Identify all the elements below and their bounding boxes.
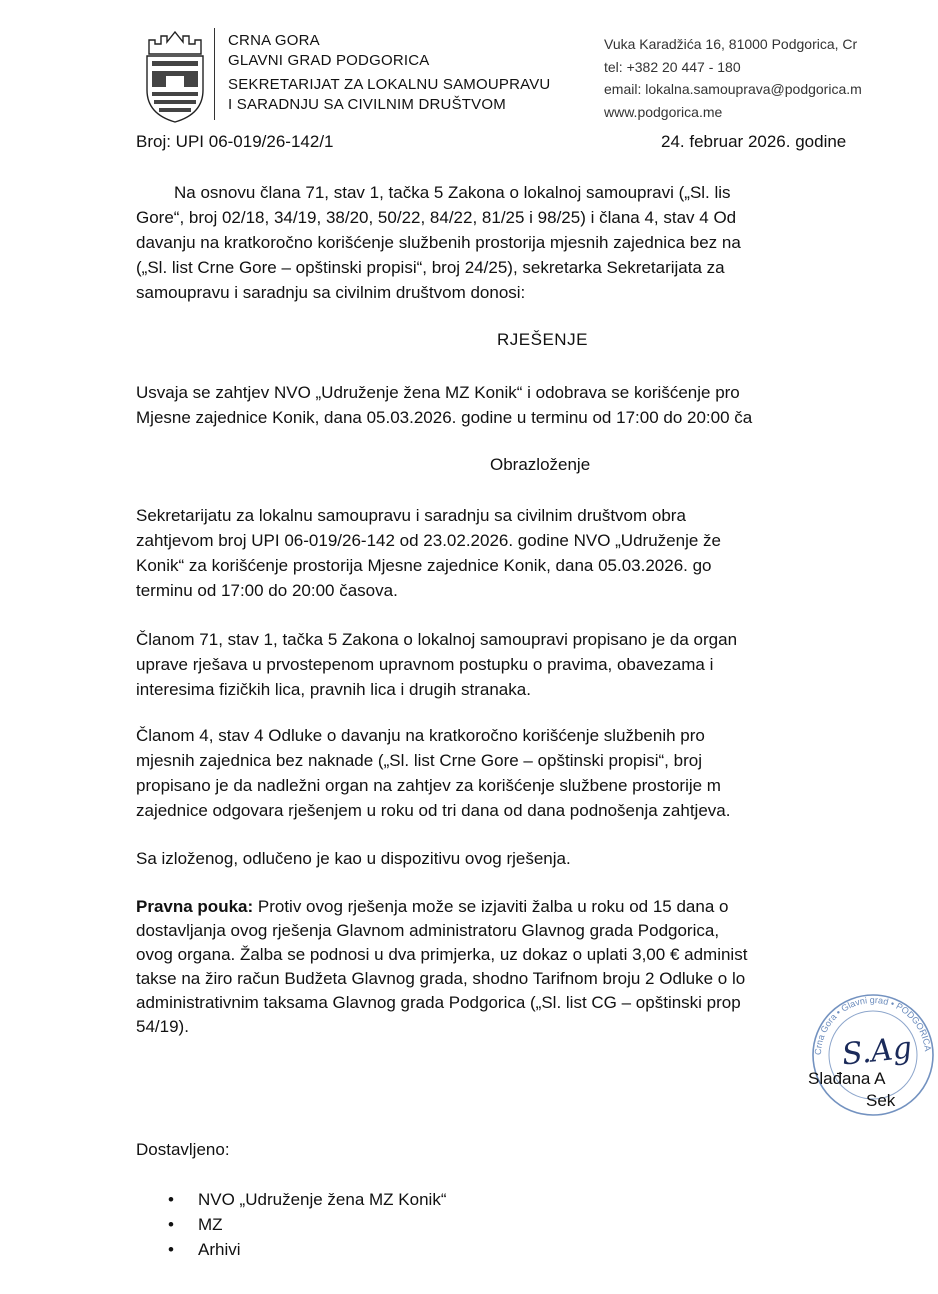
website: www.podgorica.me	[604, 103, 723, 120]
bullet-icon: •	[168, 1215, 174, 1234]
paragraph-line: Članom 71, stav 1, tačka 5 Zakona o lokalnoj samoupravi propisano je da organ	[136, 630, 738, 649]
legal-line: takse na žiro račun Budžeta Glavnog grada, shodno Tarifnom broju 2 Odluke o lo	[136, 969, 746, 988]
paragraph-line: mjesnih zajednica bez naknade („Sl. list Crne Gore – opštinski propisi“, broj	[136, 751, 702, 770]
bullet-icon: •	[168, 1190, 174, 1209]
address: Vuka Karadžića 16, 81000 Podgorica, Cr	[604, 36, 858, 52]
intro-line: davanju na kratkoročno korišćenje službenih prostorija mjesnih zajednica bez na	[136, 233, 741, 252]
reasoning-paragraph-3	[136, 723, 926, 823]
intro-line: („Sl. list Crne Gore – opštinski propisi“, broj 24/25), sekretarka Sekretarijata za	[136, 258, 725, 277]
contact-block	[604, 33, 862, 123]
paragraph-line: Konik“ za korišćenje prostorija Mjesne zajednice Konik, dana 05.03.2026. go	[136, 556, 712, 575]
reasoning-title: Obrazloženje	[490, 455, 591, 474]
paragraph-line: uprave rješava u prvostepenom upravnom postupku o pravima, obavezama i	[136, 655, 714, 674]
header-divider	[214, 28, 215, 120]
city-crest-logo	[143, 28, 207, 124]
list-item: • MZ	[168, 1212, 446, 1237]
signatory-role: Sek	[866, 1091, 896, 1110]
list-item: • NVO „Udruženje žena MZ Konik“	[168, 1187, 446, 1212]
decision-title: RJEŠENJE	[497, 330, 588, 349]
intro-line: Gore“, broj 02/18, 34/19, 38/20, 50/22, 84/22, 81/25 i 98/25) i člana 4, stav 4 Od	[136, 208, 737, 227]
paragraph-line: zahtjevom broj UPI 06-019/26-142 od 23.02.2026. godine NVO „Udruženje že	[136, 531, 721, 550]
paragraph-line: propisano je da nadležni organ na zahtjev za korišćenje službene prostorije m	[136, 776, 721, 795]
delivery-list	[168, 1187, 446, 1262]
paragraph-line: interesima fizičkih lica, pravnih lica i drugih stranaka.	[136, 680, 531, 699]
email: email: lokalna.samouprava@podgorica.m	[604, 81, 862, 97]
institution-line: GLAVNI GRAD PODGORICA	[228, 52, 430, 69]
bullet-icon: •	[168, 1240, 174, 1259]
decision-paragraph	[136, 380, 926, 430]
institution-line: I SARADNJU SA CIVILNIM DRUŠTVOM	[228, 96, 506, 113]
phone: tel: +382 20 447 - 180	[604, 58, 741, 75]
intro-line: samoupravu i saradnju sa civilnim društvom donosi:	[136, 283, 526, 302]
delivered-label: Dostavljeno:	[136, 1140, 230, 1159]
signatory-name: Slađana A	[808, 1069, 886, 1088]
reasoning-paragraph-2	[136, 627, 926, 702]
document-date: 24. februar 2026. godine	[661, 132, 847, 151]
conclusion	[136, 846, 926, 871]
institution-header	[228, 31, 550, 115]
intro-paragraph	[136, 180, 926, 305]
paragraph-line: Članom 4, stav 4 Odluke o davanju na kratkoročno korišćenje službenih pro	[136, 726, 705, 745]
reasoning-paragraph-1	[136, 503, 926, 603]
intro-line: Na osnovu člana 71, stav 1, tačka 5 Zakona o lokalnoj samoupravi („Sl. lis	[174, 183, 731, 202]
paragraph-line: Sekretarijatu za lokalnu samoupravu i saradnju sa civilnim društvom obra	[136, 506, 686, 525]
legal-line	[136, 895, 926, 919]
institution-line: SEKRETARIJAT ZA LOKALNU SAMOUPRAVU	[228, 76, 551, 93]
list-item: • Arhivi	[168, 1237, 446, 1262]
handwritten-signature: S.Ag	[840, 1030, 914, 1073]
signatory	[808, 1068, 895, 1112]
paragraph-line: zajednice odgovara rješenjem u roku od tri dana od dana podnošenja zahtjeva.	[136, 801, 731, 820]
stamp-text: Crna Gora • Glavni grad • PODGORICA	[812, 994, 933, 1056]
institution-line: CRNA GORA	[228, 32, 320, 49]
legal-line: dostavljanja ovog rješenja Glavnom administratoru Glavnog grada Podgorica,	[136, 921, 720, 940]
legal-line: 54/19).	[136, 1017, 189, 1036]
decision-line: Mjesne zajednice Konik, dana 05.03.2026. godine u terminu od 17:00 do 20:00 ča	[136, 408, 753, 427]
legal-text: Protiv ovog rješenja može se izjaviti žalba u roku od 15 dana o	[253, 897, 729, 916]
legal-line: ovog organa. Žalba se podnosi u dva primjerka, uz dokaz o uplati 3,00 € administ	[136, 945, 748, 964]
legal-line: administrativnim taksama Glavnog grada Podgorica („Sl. list CG – opštinski prop	[136, 993, 741, 1012]
decision-line: Usvaja se zahtjev NVO „Udruženje žena MZ Konik“ i odobrava se korišćenje pro	[136, 383, 740, 402]
paragraph-line: terminu od 17:00 do 20:00 časova.	[136, 581, 398, 600]
conclusion-line: Sa izloženog, odlučeno je kao u dispozitivu ovog rješenja.	[136, 849, 571, 868]
reference-number: Broj: UPI 06-019/26-142/1	[136, 132, 334, 151]
legal-label: Pravna pouka:	[136, 897, 254, 916]
